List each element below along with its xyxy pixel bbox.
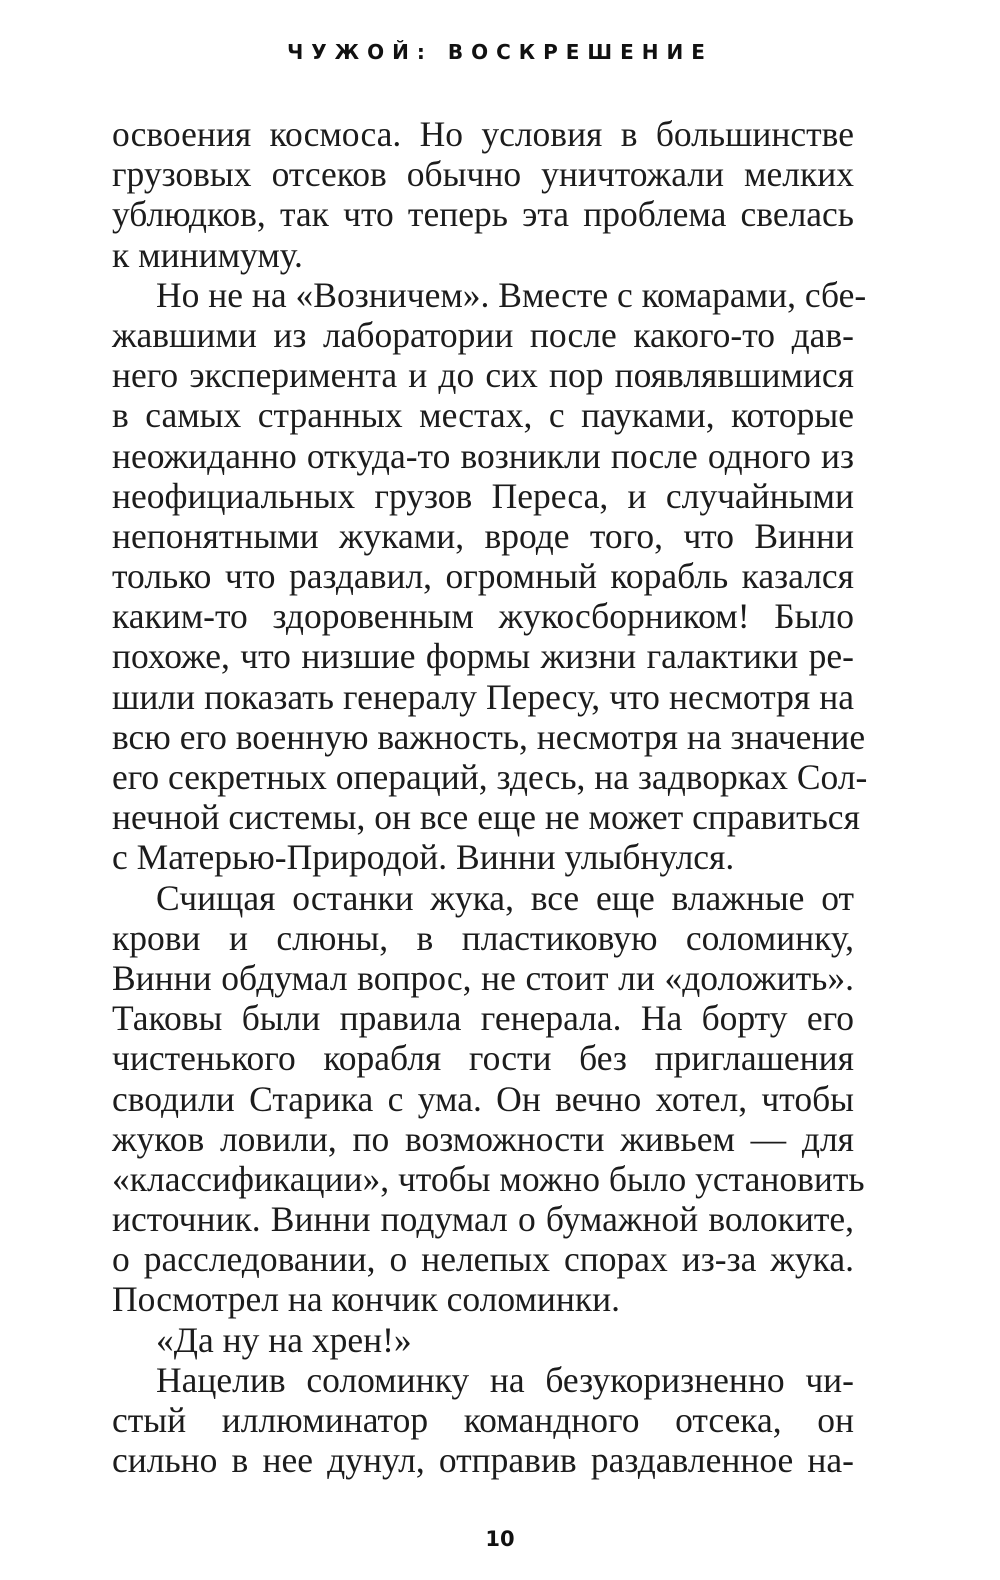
text-line: Счищая останки жука, все еще влажные от	[156, 877, 854, 918]
text-line: всю его военную важность, несмотря на значение	[112, 716, 866, 757]
text-line: Но не на «Возничем». Вместе с комарами, сбе-	[156, 274, 867, 315]
text-line: его секретных операций, здесь, на задворках Сол-	[112, 757, 868, 797]
text-line: о расследовании, о нелепых спорах из-за жука.	[112, 1239, 854, 1280]
page-number: 10	[485, 1527, 515, 1551]
text-line: стый иллюминатор командного отсека, он	[112, 1400, 854, 1440]
text-line: с Матерью-Природой. Винни улыбнулся.	[112, 837, 735, 878]
text-line: сводили Старика с ума. Он вечно хотел, чтобы	[112, 1078, 854, 1119]
text-line: Таковы были правила генерала. На борту его	[112, 998, 854, 1039]
text-line: жавшими из лаборатории после какого-то дав-	[112, 314, 854, 355]
text-line: неожиданно откуда-то возникли после одного из	[112, 435, 854, 476]
text-line: освоения космоса. Но условия в большинстве	[112, 114, 854, 154]
text-line: каким-то здоровенным жукосборником! Было	[112, 596, 854, 637]
text-line: Винни обдумал вопрос, не стоит ли «доложить».	[112, 957, 854, 998]
text-line: жуков ловили, по возможности живьем — для	[112, 1118, 854, 1159]
text-line: непонятными жуками, вроде того, что Винни	[112, 515, 854, 556]
text-line: Посмотрел на кончик соломинки.	[112, 1279, 621, 1320]
text-line: чистенького корабля гости без приглашения	[112, 1038, 854, 1079]
text-line: ублюдков, так что теперь эта проблема свелась	[112, 194, 854, 235]
text-line: в самых странных местах, с пауками, которые	[112, 395, 854, 436]
text-line: к минимуму.	[112, 234, 303, 275]
text-line: крови и слюны, в пластиковую соломинку,	[112, 917, 854, 958]
text-line: «Да ну на хрен!»	[156, 1319, 412, 1360]
text-line: сильно в нее дунул, отправив раздавленное на-	[112, 1440, 854, 1481]
running-head-title: ЧУЖОЙ: ВОСКРЕШЕНИЕ	[287, 40, 713, 64]
text-line: неофициальных грузов Переса, и случайными	[112, 475, 854, 516]
text-line: Нацелив соломинку на безукоризненно чи-	[156, 1359, 854, 1400]
text-line: грузовых отсеков обычно уничтожали мелких	[112, 154, 854, 195]
text-line: него эксперимента и до сих пор появлявшимися	[112, 355, 854, 396]
text-line: «классификации», чтобы можно было установить	[112, 1158, 865, 1199]
text-line: источник. Винни подумал о бумажной волоките,	[112, 1199, 854, 1240]
text-line: только что раздавил, огромный корабль казался	[112, 556, 854, 597]
text-line: нечной системы, он все еще не может справиться	[112, 797, 860, 838]
text-line: похоже, что низшие формы жизни галактики ре-	[112, 636, 854, 677]
text-line: шили показать генералу Пересу, что несмотря на	[112, 676, 854, 717]
body-text	[112, 114, 868, 1481]
